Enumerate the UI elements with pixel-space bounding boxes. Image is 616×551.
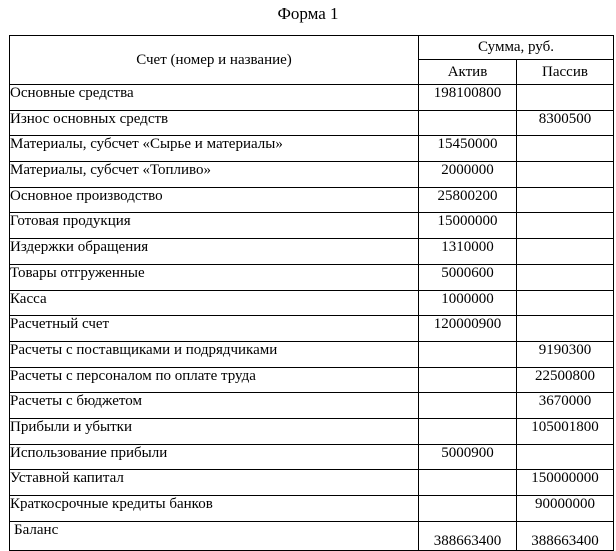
passive-amount: 90000000 [517,496,614,522]
account-name: Расчеты с персоналом по оплате труда [10,367,419,393]
header-sum: Сумма, руб. [419,36,614,60]
table-row [10,187,614,213]
passive-amount: 105001800 [517,418,614,444]
active-amount [419,393,517,419]
table-row [10,418,614,444]
account-name: Готовая продукция [10,213,419,239]
active-amount: 1310000 [419,239,517,265]
passive-amount [517,85,614,111]
table-row [10,290,614,316]
passive-amount [517,239,614,265]
passive-amount [517,290,614,316]
table-row [10,470,614,496]
account-name: Краткосрочные кредиты банков [10,496,419,522]
active-amount [419,496,517,522]
account-name: Расчетный счет [10,316,419,342]
table-row [10,213,614,239]
balance-table [9,35,614,551]
account-name: Материалы, субсчет «Топливо» [10,162,419,188]
account-name: Прибыли и убытки [10,418,419,444]
table-row [10,316,614,342]
table-body [10,85,614,551]
account-name: Расчеты с бюджетом [10,393,419,419]
active-amount [419,367,517,393]
account-name: Износ основных средств [10,110,419,136]
active-amount [419,341,517,367]
table-row [10,367,614,393]
active-amount: 5000600 [419,264,517,290]
passive-amount [517,316,614,342]
account-name: Использование прибыли [10,444,419,470]
passive-amount: 8300500 [517,110,614,136]
table-row [10,85,614,111]
account-name: Основное производство [10,187,419,213]
passive-amount: 150000000 [517,470,614,496]
table-row [10,393,614,419]
table-row [10,444,614,470]
active-amount: 120000900 [419,316,517,342]
balance-active-total: 388663400 [419,521,517,550]
account-name: Материалы, субсчет «Сырье и материалы» [10,136,419,162]
balance-passive-total: 388663400 [517,521,614,550]
form-title: Форма 1 [277,4,339,23]
table-row [10,341,614,367]
passive-amount: 3670000 [517,393,614,419]
active-amount: 25800200 [419,187,517,213]
table-header [10,36,614,85]
account-name: Расчеты с поставщиками и подрядчиками [10,341,419,367]
header-passive: Пассив [517,60,614,85]
table-row [10,110,614,136]
passive-amount: 9190300 [517,341,614,367]
active-amount [419,110,517,136]
account-name: Издержки обращения [10,239,419,265]
passive-amount [517,136,614,162]
account-name: Товары отгруженные [10,264,419,290]
balance-label: Баланс [10,521,419,550]
passive-amount [517,264,614,290]
header-account: Счет (номер и название) [10,36,419,85]
account-name: Основные средства [10,85,419,111]
passive-amount [517,187,614,213]
table-row [10,136,614,162]
active-amount: 198100800 [419,85,517,111]
passive-amount [517,213,614,239]
table-row [10,496,614,522]
table-row [10,239,614,265]
passive-amount: 22500800 [517,367,614,393]
active-amount [419,418,517,444]
active-amount [419,470,517,496]
passive-amount [517,162,614,188]
active-amount: 1000000 [419,290,517,316]
active-amount: 15000000 [419,213,517,239]
active-amount: 5000900 [419,444,517,470]
active-amount: 15450000 [419,136,517,162]
table-row [10,264,614,290]
passive-amount [517,444,614,470]
active-amount: 2000000 [419,162,517,188]
account-name: Касса [10,290,419,316]
header-active: Актив [419,60,517,85]
table-row [10,162,614,188]
account-name: Уставной капитал [10,470,419,496]
